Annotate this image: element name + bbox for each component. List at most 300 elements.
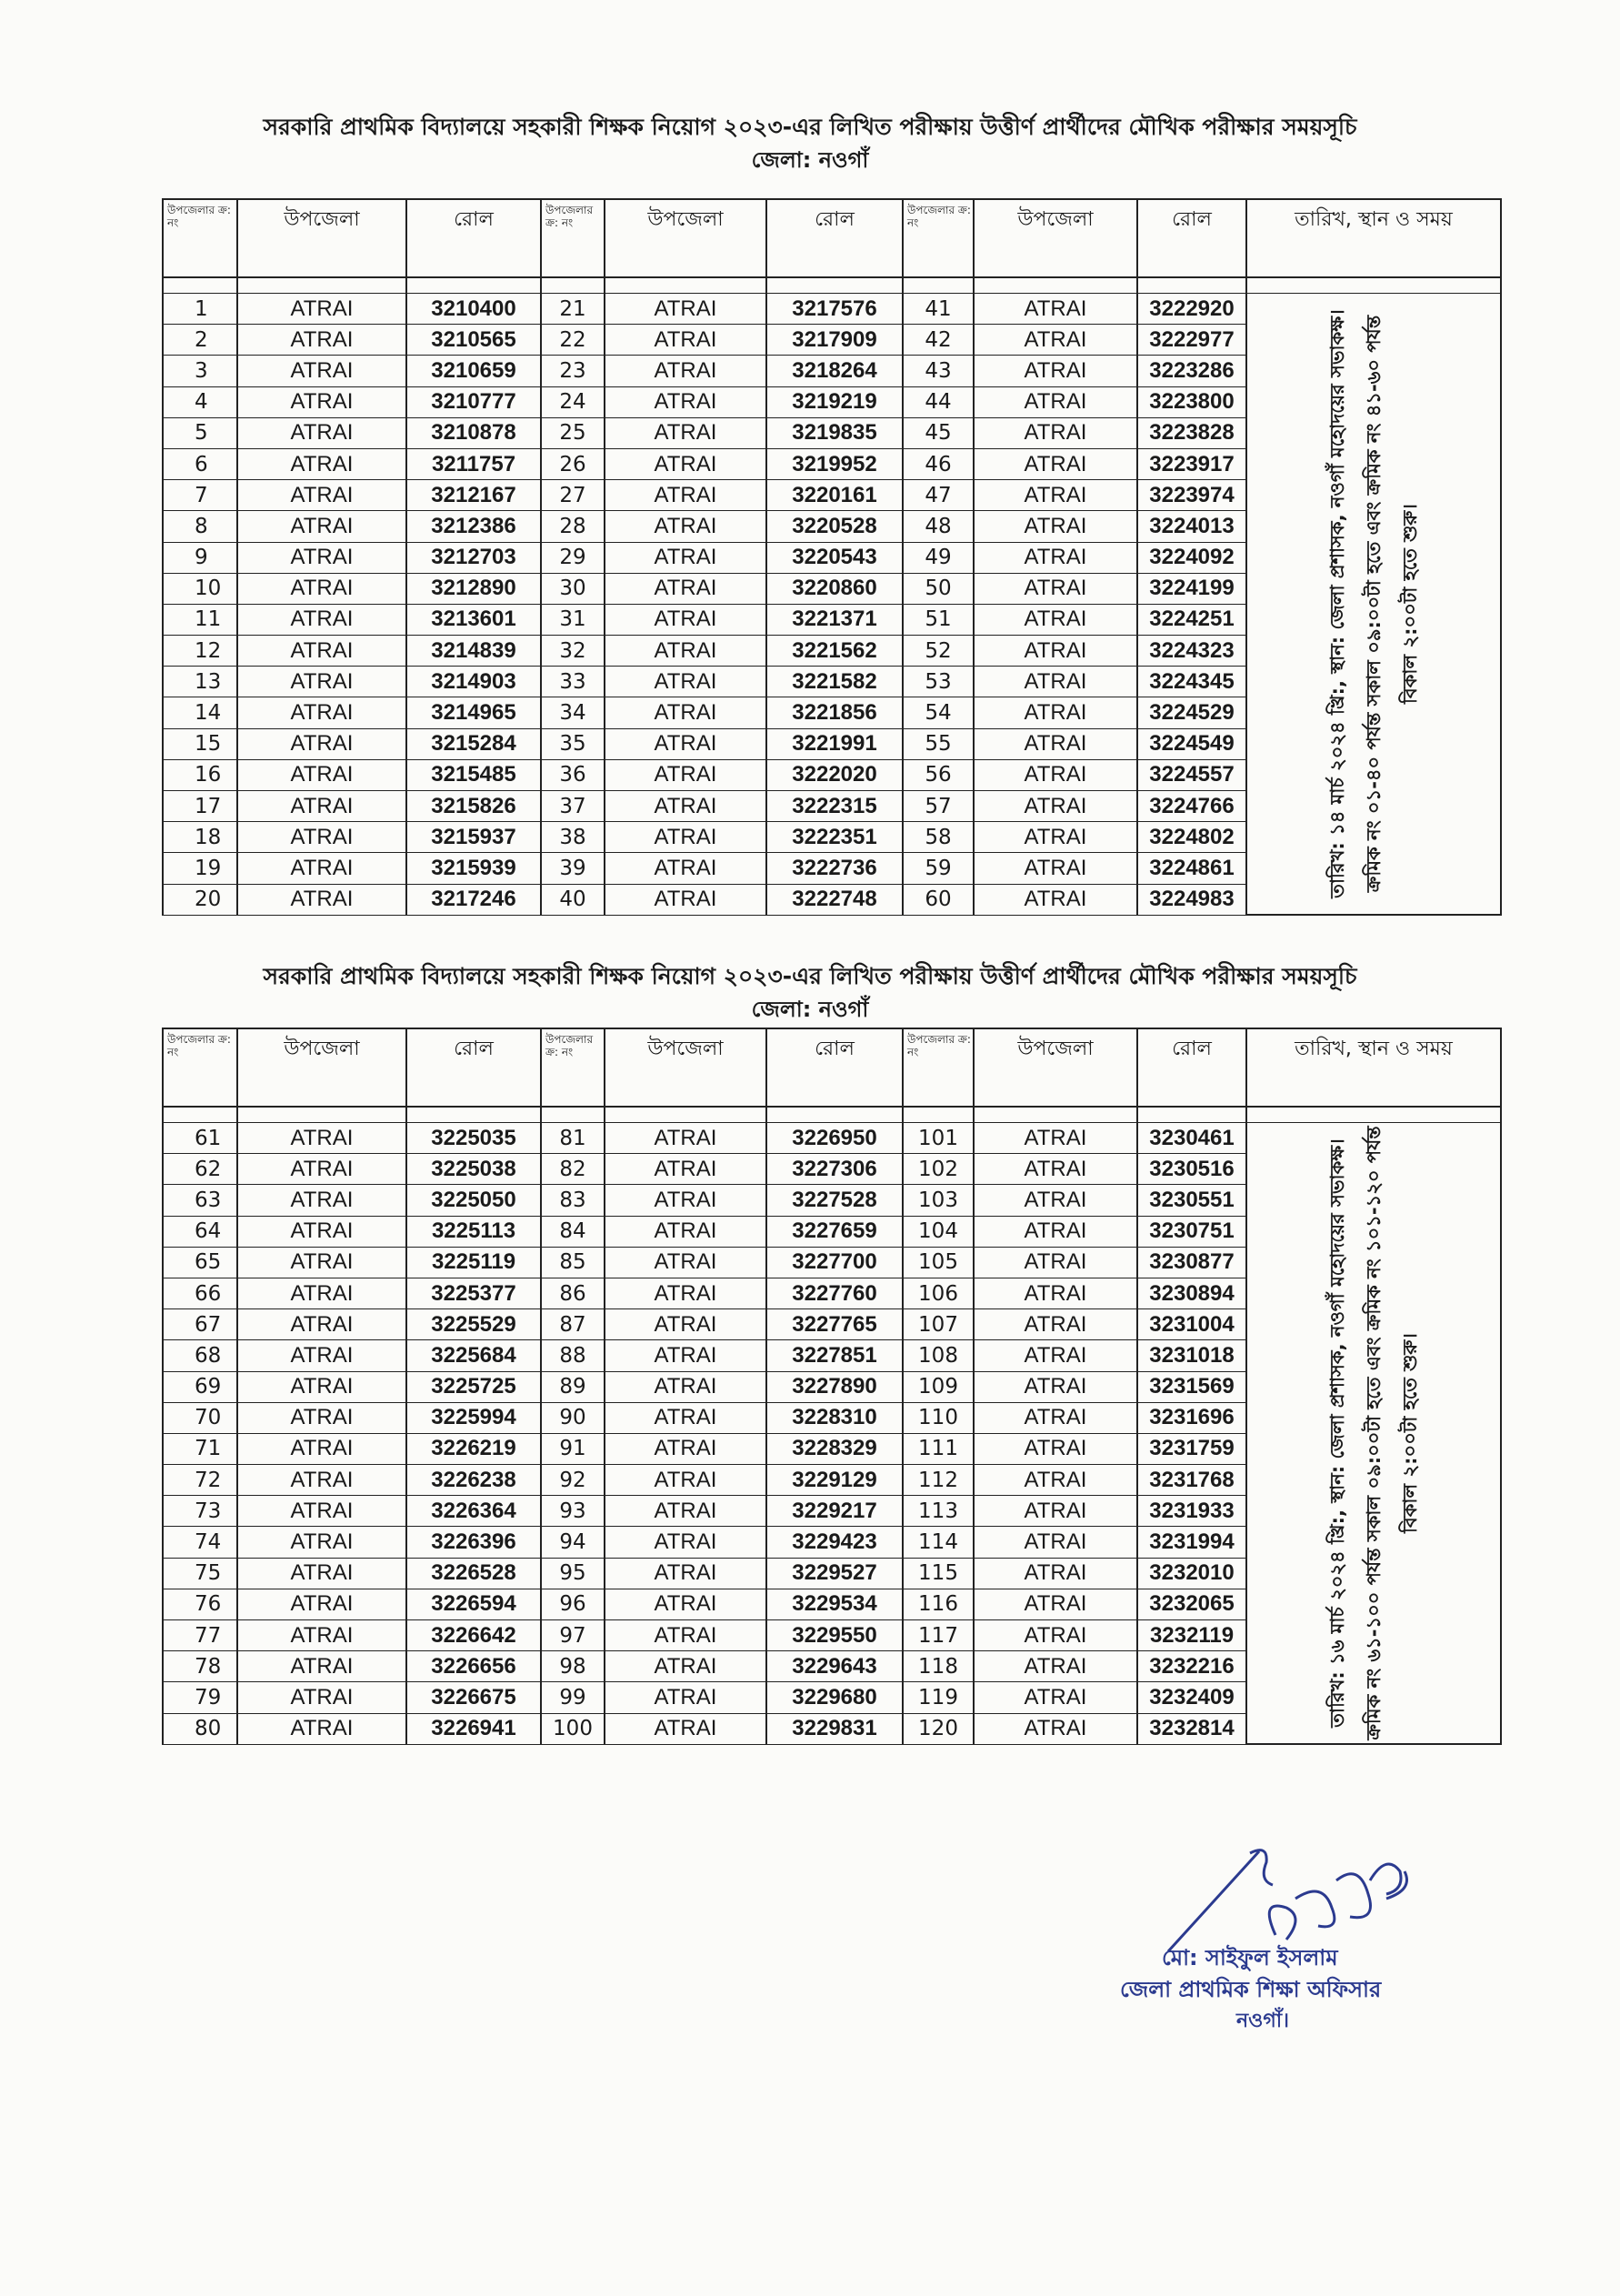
serial-cell: 105: [903, 1247, 974, 1278]
schedule-text: তারিখ: ১৬ মার্চ ২০২৪ খ্রি:, স্থান: জেলা প্রশাসক, নওগাঁ মহোদয়ের সভাকক্ষ। ক্রমিক নং ৬১-১০০ পর্যন্ত সকাল ০৯:০০টা হতে এবং ক্রমিক নং ১০১-১২০ পর্যন্ত বিকাল ২:০০টা হতে শুরু।: [1326, 1126, 1421, 1740]
roll-cell: 3231768: [1137, 1465, 1246, 1496]
roll-cell: 3215937: [406, 822, 541, 853]
serial-cell: 27: [541, 480, 605, 511]
serial-cell: 56: [903, 759, 974, 790]
upazila-cell: ATRAI: [605, 1154, 766, 1185]
serial-cell: 83: [541, 1185, 605, 1216]
serial-cell: 71: [163, 1433, 237, 1464]
serial-cell: 112: [903, 1465, 974, 1496]
serial-cell: 78: [163, 1651, 237, 1682]
upazila-cell: ATRAI: [605, 1651, 766, 1682]
serial-cell: 26: [541, 448, 605, 479]
serial-cell: 15: [163, 728, 237, 759]
serial-cell: 62: [163, 1154, 237, 1185]
roll-cell: 3210659: [406, 356, 541, 386]
upazila-cell: ATRAI: [237, 1558, 406, 1589]
roll-cell: 3231933: [1137, 1496, 1246, 1527]
serial-cell: 13: [163, 667, 237, 697]
serial-cell: 89: [541, 1371, 605, 1402]
roll-cell: 3225377: [406, 1278, 541, 1308]
roll-cell: 3211757: [406, 448, 541, 479]
upazila-cell: ATRAI: [605, 1433, 766, 1464]
serial-cell: 48: [903, 511, 974, 542]
serial-cell: 19: [163, 853, 237, 884]
serial-cell: 85: [541, 1247, 605, 1278]
upazila-cell: ATRAI: [974, 1433, 1137, 1464]
upazila-cell: ATRAI: [605, 1402, 766, 1433]
roll-cell: 3217246: [406, 884, 541, 915]
upazila-cell: ATRAI: [974, 480, 1137, 511]
roll-cell: 3220543: [766, 542, 903, 573]
roll-cell: 3224345: [1137, 667, 1246, 697]
roll-cell: 3227306: [766, 1154, 903, 1185]
roll-cell: 3225994: [406, 1402, 541, 1433]
header-serial: উপজেলার ক্র: নং: [541, 1028, 605, 1107]
serial-cell: 119: [903, 1682, 974, 1713]
upazila-cell: ATRAI: [237, 1589, 406, 1619]
roll-cell: 3222977: [1137, 325, 1246, 356]
serial-cell: 20: [163, 884, 237, 915]
header-roll: রোল: [766, 1028, 903, 1107]
upazila-cell: ATRAI: [237, 1340, 406, 1371]
roll-cell: 3214903: [406, 667, 541, 697]
spacer-cell: [237, 1107, 406, 1123]
serial-cell: 108: [903, 1340, 974, 1371]
roll-cell: 3229527: [766, 1558, 903, 1589]
serial-cell: 47: [903, 480, 974, 511]
roll-cell: 3226950: [766, 1123, 903, 1154]
upazila-cell: ATRAI: [605, 1589, 766, 1619]
roll-cell: 3217576: [766, 294, 903, 325]
roll-cell: 3223974: [1137, 480, 1246, 511]
upazila-cell: ATRAI: [237, 1433, 406, 1464]
serial-cell: 37: [541, 791, 605, 822]
upazila-cell: ATRAI: [237, 417, 406, 448]
serial-cell: 94: [541, 1527, 605, 1558]
roll-cell: 3221582: [766, 667, 903, 697]
serial-cell: 73: [163, 1496, 237, 1527]
upazila-cell: ATRAI: [605, 1620, 766, 1651]
roll-cell: 3231569: [1137, 1371, 1246, 1402]
roll-cell: 3225725: [406, 1371, 541, 1402]
roll-cell: 3229534: [766, 1589, 903, 1619]
serial-cell: 81: [541, 1123, 605, 1154]
header-roll: রোল: [766, 199, 903, 277]
roll-cell: 3221991: [766, 728, 903, 759]
upazila-cell: ATRAI: [237, 511, 406, 542]
serial-cell: 38: [541, 822, 605, 853]
roll-cell: 3224766: [1137, 791, 1246, 822]
roll-cell: 3210565: [406, 325, 541, 356]
roll-cell: 3224323: [1137, 636, 1246, 667]
schedule-text: তারিখ: ১৪ মার্চ ২০২৪ খ্রি:, স্থান: জেলা প্রশাসক, নওগাঁ মহোদয়ের সভাকক্ষ। ক্রমিক নং ০১-৪০ পর্যন্ত সকাল ০৯:০০টা হতে এবং ক্রমিক নং ৪১-৬০ পর্যন্ত বিকাল ২:০০টা হতে শুরু।: [1326, 309, 1421, 898]
roll-cell: 3227890: [766, 1371, 903, 1402]
upazila-cell: ATRAI: [605, 1496, 766, 1527]
serial-cell: 66: [163, 1278, 237, 1308]
upazila-cell: ATRAI: [605, 697, 766, 728]
roll-cell: 3222351: [766, 822, 903, 853]
serial-cell: 93: [541, 1496, 605, 1527]
roll-cell: 3219835: [766, 417, 903, 448]
roll-cell: 3219952: [766, 448, 903, 479]
roll-cell: 3229217: [766, 1496, 903, 1527]
serial-cell: 117: [903, 1620, 974, 1651]
roll-cell: 3212167: [406, 480, 541, 511]
upazila-cell: ATRAI: [605, 1713, 766, 1744]
upazila-cell: ATRAI: [237, 1713, 406, 1744]
upazila-cell: ATRAI: [237, 1216, 406, 1247]
header-serial: উপজেলার ক্র: নং: [541, 199, 605, 277]
serial-cell: 67: [163, 1309, 237, 1340]
serial-cell: 113: [903, 1496, 974, 1527]
upazila-cell: ATRAI: [605, 1185, 766, 1216]
roll-cell: 3231004: [1137, 1309, 1246, 1340]
roll-cell: 3224529: [1137, 697, 1246, 728]
serial-cell: 25: [541, 417, 605, 448]
upazila-cell: ATRAI: [974, 1278, 1137, 1308]
upazila-cell: ATRAI: [605, 325, 766, 356]
header-roll: রোল: [1137, 1028, 1246, 1107]
upazila-cell: ATRAI: [237, 1465, 406, 1496]
roll-cell: 3225050: [406, 1185, 541, 1216]
roll-cell: 3215284: [406, 728, 541, 759]
header-upazila: উপজেলা: [605, 1028, 766, 1107]
upazila-cell: ATRAI: [974, 1309, 1137, 1340]
header-roll: রোল: [406, 1028, 541, 1107]
upazila-cell: ATRAI: [974, 697, 1137, 728]
serial-cell: 69: [163, 1371, 237, 1402]
upazila-cell: ATRAI: [974, 1589, 1137, 1619]
serial-cell: 55: [903, 728, 974, 759]
serial-cell: 92: [541, 1465, 605, 1496]
upazila-cell: ATRAI: [974, 884, 1137, 915]
serial-cell: 9: [163, 542, 237, 573]
schedule-info-cell: [1246, 1123, 1501, 1745]
header-serial: উপজেলার ক্র: নং: [163, 1028, 237, 1107]
upazila-cell: ATRAI: [605, 511, 766, 542]
roll-cell: 3213601: [406, 604, 541, 635]
schedule-info-cell: [1246, 294, 1501, 916]
serial-cell: 106: [903, 1278, 974, 1308]
spacer-cell: [766, 1107, 903, 1123]
header-upazila: উপজেলা: [974, 1028, 1137, 1107]
serial-cell: 8: [163, 511, 237, 542]
upazila-cell: ATRAI: [605, 1682, 766, 1713]
upazila-cell: ATRAI: [237, 791, 406, 822]
spacer-cell: [1246, 277, 1501, 294]
roll-cell: 3230516: [1137, 1154, 1246, 1185]
upazila-cell: ATRAI: [237, 1620, 406, 1651]
spacer-cell: [974, 1107, 1137, 1123]
spacer-cell: [1137, 277, 1246, 294]
serial-cell: 97: [541, 1620, 605, 1651]
serial-cell: 114: [903, 1527, 974, 1558]
serial-cell: 111: [903, 1433, 974, 1464]
serial-cell: 58: [903, 822, 974, 853]
upazila-cell: ATRAI: [237, 356, 406, 386]
upazila-cell: ATRAI: [605, 728, 766, 759]
upazila-cell: ATRAI: [974, 1402, 1137, 1433]
roll-cell: 3210777: [406, 386, 541, 417]
roll-cell: 3224199: [1137, 573, 1246, 604]
upazila-cell: ATRAI: [974, 1713, 1137, 1744]
serial-cell: 90: [541, 1402, 605, 1433]
upazila-cell: ATRAI: [605, 386, 766, 417]
upazila-cell: ATRAI: [605, 480, 766, 511]
serial-cell: 52: [903, 636, 974, 667]
serial-cell: 18: [163, 822, 237, 853]
upazila-cell: ATRAI: [605, 1558, 766, 1589]
serial-cell: 11: [163, 604, 237, 635]
roll-cell: 3215485: [406, 759, 541, 790]
header-roll: রোল: [1137, 199, 1246, 277]
upazila-cell: ATRAI: [605, 1309, 766, 1340]
serial-cell: 34: [541, 697, 605, 728]
roll-cell: 3212703: [406, 542, 541, 573]
serial-cell: 14: [163, 697, 237, 728]
roll-cell: 3226396: [406, 1527, 541, 1558]
serial-cell: 70: [163, 1402, 237, 1433]
serial-cell: 59: [903, 853, 974, 884]
serial-cell: 84: [541, 1216, 605, 1247]
header-serial: উপজেলার ক্র: নং: [903, 1028, 974, 1107]
upazila-cell: ATRAI: [237, 1651, 406, 1682]
spacer-cell: [605, 277, 766, 294]
upazila-cell: ATRAI: [605, 1216, 766, 1247]
serial-cell: 54: [903, 697, 974, 728]
officer-place: নওগাঁ।: [1236, 2010, 1289, 2032]
roll-cell: 3232119: [1137, 1620, 1246, 1651]
roll-cell: 3229550: [766, 1620, 903, 1651]
roll-cell: 3214965: [406, 697, 541, 728]
section-2-district: জেলা: নওগাঁ: [751, 997, 869, 1022]
serial-cell: 65: [163, 1247, 237, 1278]
upazila-cell: ATRAI: [237, 1496, 406, 1527]
table-body-2: [163, 1107, 1501, 1744]
roll-cell: 3226656: [406, 1651, 541, 1682]
serial-cell: 64: [163, 1216, 237, 1247]
spacer-cell: [1137, 1107, 1246, 1123]
spacer-row: [163, 1107, 1501, 1123]
serial-cell: 7: [163, 480, 237, 511]
roll-cell: 3221856: [766, 697, 903, 728]
upazila-cell: ATRAI: [237, 1527, 406, 1558]
roll-cell: 3226941: [406, 1713, 541, 1744]
roll-cell: 3231759: [1137, 1433, 1246, 1464]
serial-cell: 22: [541, 325, 605, 356]
serial-cell: 42: [903, 325, 974, 356]
roll-cell: 3227659: [766, 1216, 903, 1247]
table-row: [163, 1123, 1501, 1154]
upazila-cell: ATRAI: [605, 884, 766, 915]
upazila-cell: ATRAI: [237, 1278, 406, 1308]
roll-cell: 3218264: [766, 356, 903, 386]
upazila-cell: ATRAI: [237, 667, 406, 697]
serial-cell: 44: [903, 386, 974, 417]
serial-cell: 17: [163, 791, 237, 822]
roll-cell: 3225038: [406, 1154, 541, 1185]
serial-cell: 4: [163, 386, 237, 417]
roll-cell: 3232010: [1137, 1558, 1246, 1589]
serial-cell: 87: [541, 1309, 605, 1340]
roll-cell: 3224013: [1137, 511, 1246, 542]
roll-cell: 3226364: [406, 1496, 541, 1527]
roll-cell: 3227528: [766, 1185, 903, 1216]
roll-cell: 3223917: [1137, 448, 1246, 479]
serial-cell: 6: [163, 448, 237, 479]
roll-cell: 3226642: [406, 1620, 541, 1651]
roll-cell: 3221371: [766, 604, 903, 635]
roll-cell: 3217909: [766, 325, 903, 356]
serial-cell: 107: [903, 1309, 974, 1340]
serial-cell: 103: [903, 1185, 974, 1216]
upazila-cell: ATRAI: [974, 604, 1137, 635]
upazila-cell: ATRAI: [237, 728, 406, 759]
upazila-cell: ATRAI: [237, 636, 406, 667]
roll-cell: 3231994: [1137, 1527, 1246, 1558]
roll-cell: 3227765: [766, 1309, 903, 1340]
upazila-cell: ATRAI: [237, 1682, 406, 1713]
serial-cell: 74: [163, 1527, 237, 1558]
serial-cell: 41: [903, 294, 974, 325]
header-upazila: উপজেলা: [974, 199, 1137, 277]
upazila-cell: ATRAI: [974, 1185, 1137, 1216]
roll-cell: 3215939: [406, 853, 541, 884]
upazila-cell: ATRAI: [974, 853, 1137, 884]
roll-cell: 3225684: [406, 1340, 541, 1371]
roll-cell: 3226219: [406, 1433, 541, 1464]
serial-cell: 86: [541, 1278, 605, 1308]
roll-cell: 3220528: [766, 511, 903, 542]
roll-cell: 3227700: [766, 1247, 903, 1278]
upazila-cell: ATRAI: [974, 1216, 1137, 1247]
upazila-cell: ATRAI: [605, 356, 766, 386]
upazila-cell: ATRAI: [237, 1247, 406, 1278]
handwritten-signature: [1114, 1844, 1477, 1953]
header-serial: উপজেলার ক্র: নং: [903, 199, 974, 277]
header-upazila: উপজেলা: [237, 1028, 406, 1107]
header-serial: উপজেলার ক্র: নং: [163, 199, 237, 277]
serial-cell: 3: [163, 356, 237, 386]
serial-cell: 63: [163, 1185, 237, 1216]
upazila-cell: ATRAI: [974, 667, 1137, 697]
upazila-cell: ATRAI: [974, 636, 1137, 667]
upazila-cell: ATRAI: [237, 1154, 406, 1185]
upazila-cell: ATRAI: [974, 1682, 1137, 1713]
serial-cell: 32: [541, 636, 605, 667]
upazila-cell: ATRAI: [237, 480, 406, 511]
roll-cell: 3223286: [1137, 356, 1246, 386]
roll-cell: 3232814: [1137, 1713, 1246, 1744]
roll-cell: 3229831: [766, 1713, 903, 1744]
upazila-cell: ATRAI: [237, 1309, 406, 1340]
upazila-cell: ATRAI: [974, 325, 1137, 356]
roll-cell: 3222748: [766, 884, 903, 915]
roll-cell: 3224251: [1137, 604, 1246, 635]
serial-cell: 118: [903, 1651, 974, 1682]
serial-cell: 46: [903, 448, 974, 479]
roll-cell: 3220860: [766, 573, 903, 604]
upazila-cell: ATRAI: [237, 853, 406, 884]
upazila-cell: ATRAI: [237, 884, 406, 915]
roll-cell: 3222736: [766, 853, 903, 884]
roll-cell: 3232065: [1137, 1589, 1246, 1619]
roll-cell: 3225119: [406, 1247, 541, 1278]
upazila-cell: ATRAI: [974, 1651, 1137, 1682]
roll-cell: 3215826: [406, 791, 541, 822]
roll-cell: 3224983: [1137, 884, 1246, 915]
serial-cell: 79: [163, 1682, 237, 1713]
serial-cell: 77: [163, 1620, 237, 1651]
table-row: [163, 294, 1501, 325]
spacer-cell: [541, 277, 605, 294]
spacer-cell: [237, 277, 406, 294]
upazila-cell: ATRAI: [605, 573, 766, 604]
serial-cell: 76: [163, 1589, 237, 1619]
officer-name: মো: সাইফুল ইসলাম: [1162, 1945, 1338, 1970]
roll-cell: 3230461: [1137, 1123, 1246, 1154]
roll-cell: 3229129: [766, 1465, 903, 1496]
upazila-cell: ATRAI: [974, 1496, 1137, 1527]
roll-cell: 3224092: [1137, 542, 1246, 573]
spacer-cell: [766, 277, 903, 294]
schedule-table-2: [162, 1028, 1502, 1745]
roll-cell: 3230894: [1137, 1278, 1246, 1308]
spacer-cell: [163, 1107, 237, 1123]
roll-cell: 3222315: [766, 791, 903, 822]
roll-cell: 3227851: [766, 1340, 903, 1371]
serial-cell: 109: [903, 1371, 974, 1402]
roll-cell: 3228329: [766, 1433, 903, 1464]
roll-cell: 3222020: [766, 759, 903, 790]
upazila-cell: ATRAI: [974, 728, 1137, 759]
upazila-cell: ATRAI: [605, 1340, 766, 1371]
spacer-cell: [541, 1107, 605, 1123]
serial-cell: 1: [163, 294, 237, 325]
serial-cell: 57: [903, 791, 974, 822]
schedule-table-1: [162, 198, 1502, 916]
roll-cell: 3212890: [406, 573, 541, 604]
serial-cell: 120: [903, 1713, 974, 1744]
spacer-cell: [163, 277, 237, 294]
serial-cell: 28: [541, 511, 605, 542]
roll-cell: 3232216: [1137, 1651, 1246, 1682]
serial-cell: 115: [903, 1558, 974, 1589]
upazila-cell: ATRAI: [974, 386, 1137, 417]
serial-cell: 2: [163, 325, 237, 356]
serial-cell: 99: [541, 1682, 605, 1713]
upazila-cell: ATRAI: [605, 542, 766, 573]
spacer-cell: [406, 277, 541, 294]
spacer-cell: [903, 277, 974, 294]
roll-cell: 3214839: [406, 636, 541, 667]
serial-cell: 21: [541, 294, 605, 325]
upazila-cell: ATRAI: [237, 1402, 406, 1433]
serial-cell: 30: [541, 573, 605, 604]
roll-cell: 3224549: [1137, 728, 1246, 759]
serial-cell: 12: [163, 636, 237, 667]
upazila-cell: ATRAI: [605, 759, 766, 790]
upazila-cell: ATRAI: [605, 822, 766, 853]
roll-cell: 3225529: [406, 1309, 541, 1340]
roll-cell: 3224802: [1137, 822, 1246, 853]
roll-cell: 3226238: [406, 1465, 541, 1496]
section-1-title: সরকারি প্রাথমিক বিদ্যালয়ে সহকারী শিক্ষক নিয়োগ ২০২৩-এর লিখিত পরীক্ষায় উত্তীর্ণ প্রার্থীদের মৌখিক পরীক্ষার সময়সূচি: [263, 114, 1357, 140]
serial-cell: 80: [163, 1713, 237, 1744]
upazila-cell: ATRAI: [605, 1371, 766, 1402]
upazila-cell: ATRAI: [974, 1371, 1137, 1402]
upazila-cell: ATRAI: [974, 294, 1137, 325]
